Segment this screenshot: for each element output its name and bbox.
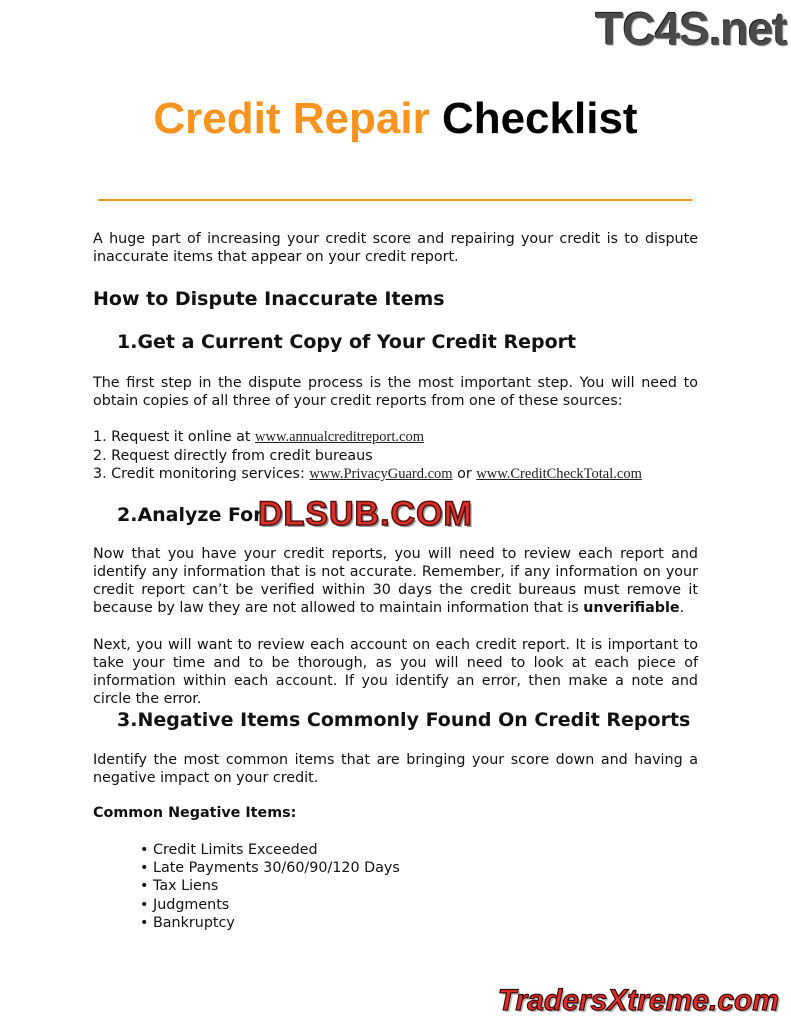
negative-items-subheading: Common Negative Items: bbox=[93, 805, 297, 821]
list-item: • Bankruptcy bbox=[140, 914, 235, 931]
list-item-text: 1. Request it online at bbox=[93, 429, 255, 445]
list-item: • Tax Liens bbox=[140, 878, 219, 895]
list-item: 2. Request directly from credit bureaus bbox=[93, 447, 373, 464]
step3-paragraph: Identify the most common items that are bringing your score down and having a negative impact on your credit. bbox=[93, 752, 698, 786]
watermark-logo-middle: DLSUB.COM bbox=[258, 495, 473, 533]
section-heading: How to Dispute Inaccurate Items bbox=[93, 288, 445, 310]
page-title bbox=[0, 94, 791, 144]
sources-list bbox=[93, 428, 642, 484]
step1-heading: 1.Get a Current Copy of Your Credit Report bbox=[117, 331, 577, 353]
step2-paragraph-2: Next, you will want to review each account on each credit report. It is important to take your time and to be thorough, as you will need to look at each piece of information within each account. If you identify an error, then make a note and circle the error. bbox=[93, 637, 698, 707]
list-item-text: 3. Credit monitoring services: bbox=[93, 466, 310, 482]
or-text: or bbox=[452, 466, 477, 482]
step2-heading: 2.Analyze For bbox=[117, 504, 263, 526]
watermark-logo-bottom: TradersXtreme.com bbox=[497, 984, 779, 1017]
title-part-orange: Credit Repair bbox=[153, 94, 430, 143]
intro-paragraph: A huge part of increasing your credit score and repairing your credit is to dispute inaccurate items that appear on your credit report. bbox=[93, 231, 698, 265]
step2-text: Now that you have your credit reports, you will need to review each report and identify any information that is not accurate. Remember, if any information on your credit report can’t be verified within 30 days the credit bureaus must remove it because by law they are not allowed to maintain information that is bbox=[93, 546, 698, 616]
list-item: • Judgments bbox=[140, 896, 230, 913]
title-divider bbox=[98, 199, 692, 201]
watermark-logo-top: TC4S.net bbox=[595, 3, 787, 55]
annualcreditreport-link[interactable]: www.annualcreditreport.com bbox=[255, 429, 424, 445]
list-item: • Credit Limits Exceeded bbox=[140, 842, 318, 858]
negative-items-list bbox=[140, 841, 400, 932]
list-item bbox=[93, 465, 642, 484]
title-part-black: Checklist bbox=[441, 94, 638, 143]
step2-paragraph-1: Now that you have your credit reports, you will need to review each report and identify any information that is not accurate. Remember, if any information on your credit report can’t be verified within 30 days the credit bureaus must remove it because by law they are not allowed to maintain information that is unverifiable. bbox=[93, 546, 698, 616]
privacyguard-link[interactable]: www.PrivacyGuard.com bbox=[309, 466, 453, 482]
step1-paragraph: The first step in the dispute process is the most important step. You will need to obtain copies of all three of your credit reports from one of these sources: bbox=[93, 375, 698, 409]
list-item: • Late Payments 30/60/90/120 Days bbox=[140, 860, 400, 877]
unverifiable-emphasis: unverifiable bbox=[583, 600, 680, 616]
creditchecktotal-link[interactable]: www.CreditCheckTotal.com bbox=[476, 466, 642, 482]
step3-heading: 3.Negative Items Commonly Found On Credit Reports bbox=[117, 709, 691, 731]
list-item bbox=[93, 428, 642, 447]
